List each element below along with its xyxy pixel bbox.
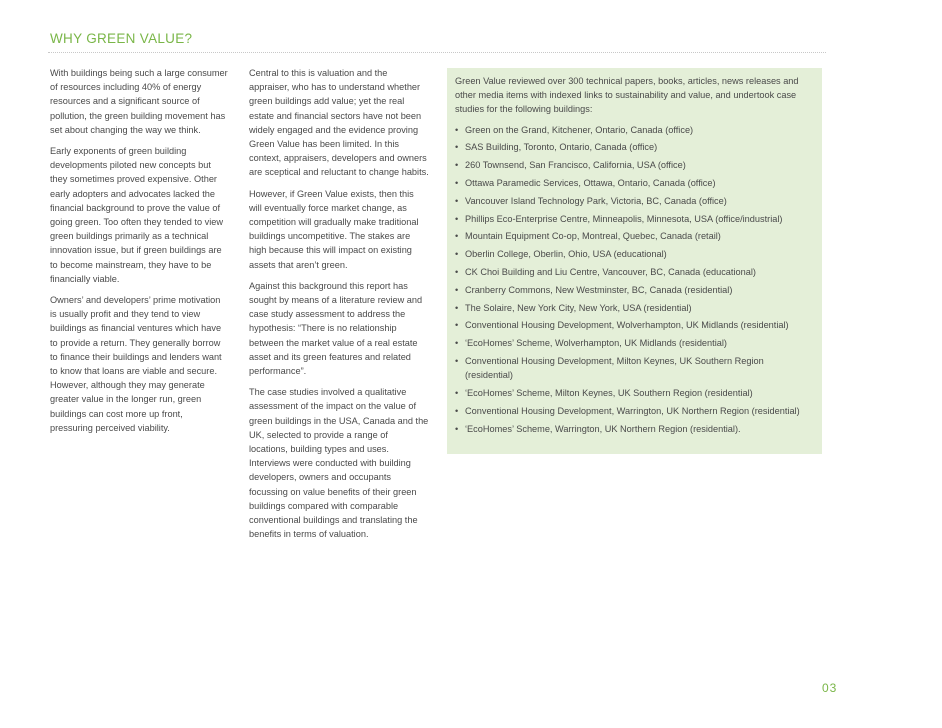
list-item-label: Mountain Equipment Co-op, Montreal, Quebec, Canada (retail) <box>465 231 721 242</box>
bullet-icon: • <box>455 142 459 153</box>
bullet-icon: • <box>455 338 459 349</box>
list-item-label: Conventional Housing Development, Milton Keynes, UK Southern Region (residential) <box>465 355 764 381</box>
page-number: 03 <box>822 681 838 695</box>
list-item <box>455 140 810 154</box>
bullet-icon: • <box>455 213 459 224</box>
list-item-label: Oberlin College, Oberlin, Ohio, USA (educational) <box>465 249 667 260</box>
list-item <box>455 283 810 297</box>
list-item-label: Conventional Housing Development, Warrington, UK Northern Region (residential) <box>465 405 800 416</box>
list-item <box>455 301 810 315</box>
list-item-label: ‘EcoHomes’ Scheme, Warrington, UK Northern Region (residential). <box>465 423 741 434</box>
bullet-icon: • <box>455 178 459 188</box>
list-item <box>455 194 810 208</box>
case-study-intro: Green Value reviewed over 300 technical papers, books, articles, news releases and other media items with indexed links to sustainability and value, and undertook case studies for the following buildings: <box>455 76 799 115</box>
list-item <box>455 318 810 332</box>
list-item-label: Vancouver Island Technology Park, Victoria, BC, Canada (office) <box>465 195 727 206</box>
list-item <box>455 247 810 261</box>
bullet-icon: • <box>455 284 459 295</box>
list-item <box>455 422 810 436</box>
list-item-label: CK Choi Building and Liu Centre, Vancouver, BC, Canada (educational) <box>465 266 756 277</box>
paragraph: Against this background this report has sought by means of a literature review and case study assessment to address the hypothesis: “There is no relationship between the market value of a real estate asset and its green features and related performance”. <box>249 280 423 377</box>
list-item <box>455 158 810 172</box>
list-item-label: Cranberry Commons, New Westminster, BC, Canada (residential) <box>465 284 733 295</box>
list-item-label: The Solaire, New York City, New York, USA (residential) <box>465 302 692 313</box>
case-study-box <box>447 68 822 454</box>
paragraph: The case studies involved a qualitative assessment of the impact on the value of green buildings in the USA, Canada and the UK, selected to provide a range of locations, building types and uses. Interviews were conducted with building developers, owners and occupants focussing on value benefits of their green buildings compared with comparable conventional buildings and translating the benefits in terms of valuation. <box>249 387 429 540</box>
bullet-icon: • <box>455 195 459 206</box>
list-item-label: Conventional Housing Development, Wolverhampton, UK Midlands (residential) <box>465 320 789 331</box>
text-column-left <box>50 66 228 442</box>
paragraph: However, if Green Value exists, then this will eventually force market change, as competition will gradually make traditional buildings uncompetitive. The stakes are high because this will impact on existing assets that aren’t green. <box>249 188 419 270</box>
case-study-list <box>455 123 810 436</box>
bullet-icon: • <box>455 355 459 366</box>
list-item <box>455 354 810 382</box>
list-item <box>455 336 810 350</box>
list-item-label: ‘EcoHomes’ Scheme, Milton Keynes, UK Southern Region (residential) <box>465 387 753 398</box>
list-item-label: Green on the Grand, Kitchener, Ontario, Canada (office) <box>465 124 694 135</box>
list-item <box>455 212 810 226</box>
list-item <box>455 265 810 279</box>
bullet-icon: • <box>455 302 459 313</box>
paragraph: Central to this is valuation and the appraiser, who has to understand whether green buildings add value; yet the real estate and financial sectors have not been widely engaged and the evidence proving Green Value has been limited. In this context, appraisers, developers and owners are sceptical and reluctant to change habits. <box>249 68 429 178</box>
list-item <box>455 123 810 137</box>
list-item <box>455 386 810 400</box>
title-divider <box>48 52 826 53</box>
bullet-icon: • <box>455 320 459 331</box>
list-item-label: 260 Townsend, San Francisco, California, USA (office) <box>465 160 686 171</box>
list-item-label: Phillips Eco-Enterprise Centre, Minneapolis, Minnesota, USA (office/industrial) <box>465 213 783 224</box>
list-item-label: ‘EcoHomes’ Scheme, Wolverhampton, UK Midlands (residential) <box>465 338 727 349</box>
text-column-middle <box>249 66 429 549</box>
bullet-icon: • <box>455 423 459 434</box>
list-item <box>455 176 810 190</box>
bullet-icon: • <box>455 231 459 242</box>
page-title: WHY GREEN VALUE? <box>50 31 193 46</box>
list-item-label: SAS Building, Toronto, Ontario, Canada (office) <box>465 142 658 153</box>
list-item-label: Ottawa Paramedic Services, Ottawa, Ontario, Canada (office) <box>465 178 716 188</box>
list-item <box>455 404 810 418</box>
bullet-icon: • <box>455 160 459 171</box>
paragraph: Owners’ and developers’ prime motivation is usually profit and they tend to view buildings as financial ventures which have to provide a return. They generally borrow to finance their buildings and lenders want to know that loans are viable and secure. However, although they may generate greater value in the longer run, green buildings can cost more up front, pressuring perceived viability. <box>50 295 222 433</box>
bullet-icon: • <box>455 405 459 416</box>
bullet-icon: • <box>455 124 459 135</box>
paragraph: With buildings being such a large consumer of resources including 40% of energy resources and a significant source of pollution, the green building movement has set about changing the way we think. <box>50 68 228 135</box>
bullet-icon: • <box>455 387 459 398</box>
bullet-icon: • <box>455 266 459 277</box>
paragraph: Early exponents of green building developments piloted new concepts but they sometimes proved expensive. Other early adopters and advocates lacked the financial background to prove the value of going green. Too often they tended to view green buildings primarily as a technical innovation issue, but if green buildings are to become mainstream, they have to be financially viable. <box>50 146 223 284</box>
bullet-icon: • <box>455 249 459 260</box>
list-item <box>455 229 810 243</box>
